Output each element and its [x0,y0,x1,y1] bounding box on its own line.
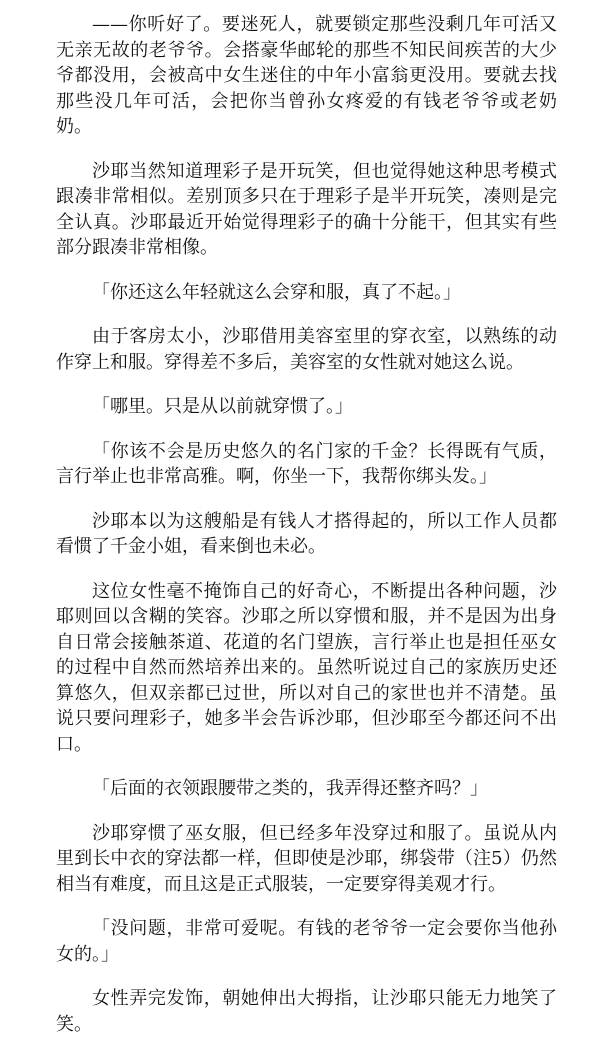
paragraph-3: 「你还这么年轻就这么会穿和服，真了不起。」 [92,281,461,303]
paragraph-11: 「没问题，非常可爱呢。有钱的老爷爷一定会要你当他孙女的。」 [56,918,557,965]
paragraph-12: 女性弄完发饰，朝她伸出大拇指，让沙耶只能无力地笑了笑。 [56,988,557,1035]
paragraph-8: 这位女性毫不掩饰自己的好奇心，不断提出各种问题，沙耶则回以含糊的笑容。沙耶之所以穿惯和服，并不是因为出身自日常会接触茶道、花道的名门望族，言行举止也是担任巫女的过程中自然而然培养出来的。虽然听说过自己的家族历史还算悠久，但双亲都已过世，所以对自己的家世也并不清楚。虽说只要问理彩子，她多半会告诉沙耶，但沙耶至今都还问不出口。 [56,580,557,755]
paragraph-9: 「后面的衣领跟腰带之类的，我弄得还整齐吗？」 [92,778,488,799]
paragraph-4: 由于客房太小，沙耶借用美容室里的穿衣室，以熟练的动作穿上和服。穿得差不多后，美容室的女性就对她这么说。 [56,326,557,373]
paragraph-10: 沙耶穿惯了巫女服，但已经多年没穿过和服了。虽说从内里到长中衣的穿法都一样，但即使是沙耶，绑袋带（注5）仍然相当有难度，而且这是正式服装，一定要穿得美观才行。 [56,822,557,895]
paragraph-7: 沙耶本以为这艘船是有钱人才搭得起的，所以工作人员都看惯了千金小姐，看来倒也未必。 [56,510,557,557]
paragraph-5: 「哪里。只是从以前就穿惯了。」 [92,396,353,417]
paragraph-6: 「你该不会是历史悠久的名门家的千金？长得既有气质，言行举止也非常高雅。啊，你坐一下，我帮你绑头发。」 [56,440,557,487]
paragraph-1: ——你听好了。要迷死人，就要锁定那些没剩几年可活又无亲无故的老爷爷。会搭豪华邮轮的那些不知民间疾苦的大少爷都没用，会被高中女生迷住的中年小富翁更没用。要就去找那些没几年可活，会把你当曾孙女疼爱的有钱老爷爷或老奶奶。 [56,14,557,137]
paragraph-2: 沙耶当然知道理彩子是开玩笑，但也觉得她这种思考模式跟凑非常相似。差别顶多只在于理彩子是半开玩笑，凑则是完全认真。沙耶最近开始觉得理彩子的确十分能干，但其实有些部分跟凑非常相像。 [56,160,557,258]
